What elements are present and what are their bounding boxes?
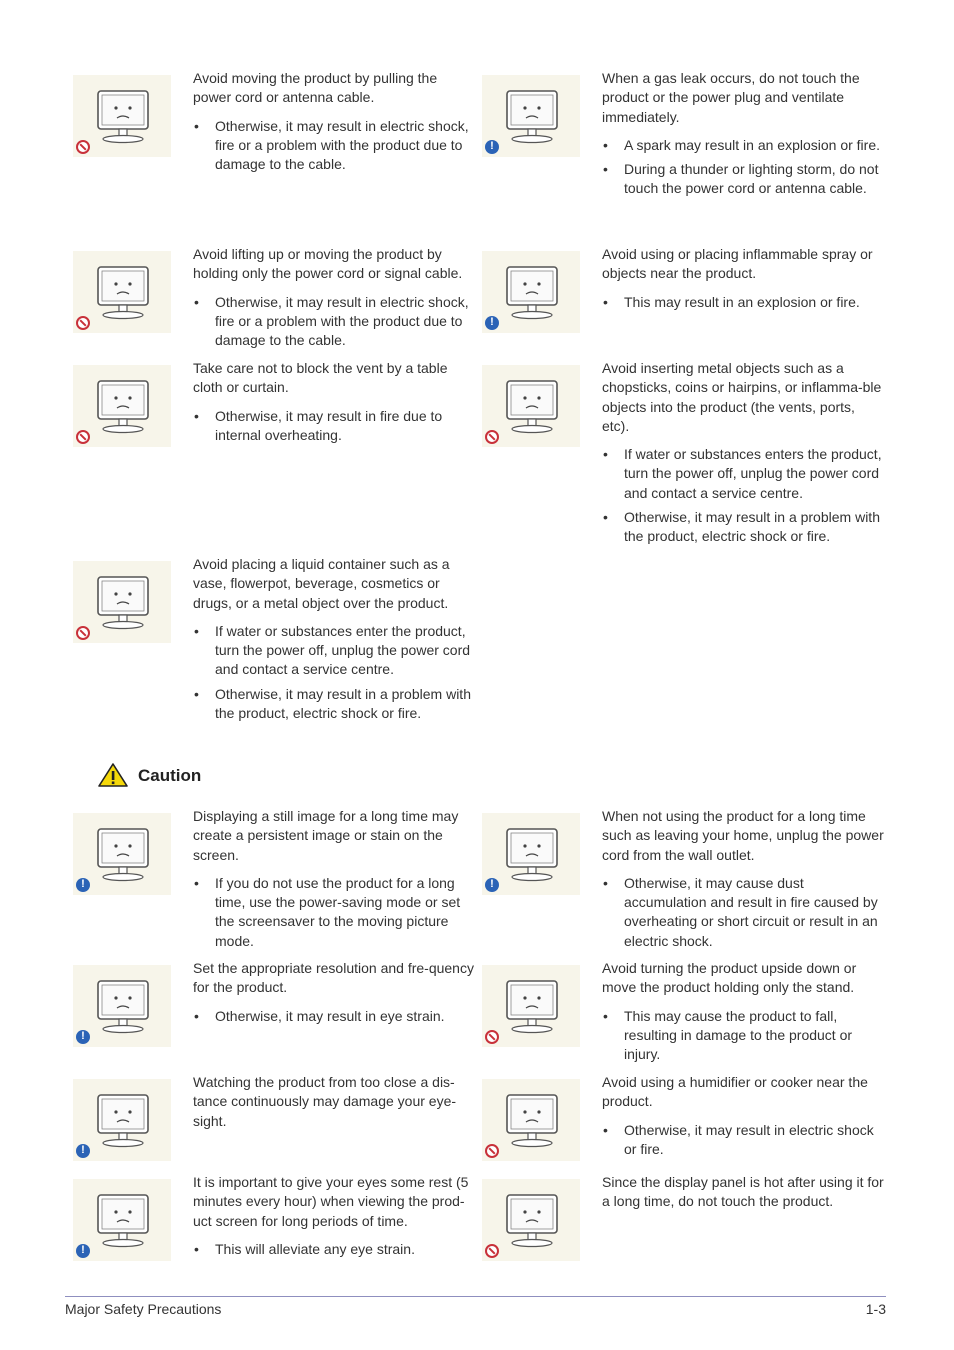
entry-bullet: • If you do not use the product for a long time, use the power-saving mode or set the screensaver to the moving picture mode. [193, 874, 475, 951]
entry-text: Avoid placing a liquid container such as a vase, flowerpot, beverage, cosmetics or drugs, or a metal object over the product. [193, 556, 450, 611]
entry-text: Avoid using a humidifier or cooker near the product. [602, 1074, 868, 1110]
monitor-illustration [73, 251, 171, 333]
monitor-illustration [73, 813, 171, 895]
monitor-illustration [73, 1179, 171, 1261]
entry-text: Take care not to block the vent by a table cloth or curtain. [193, 360, 448, 396]
entry-bullet: • If water or substances enter the product, turn the power off, unplug the power cord and contact a service centre. [193, 622, 475, 680]
prohibited-icon [485, 1244, 499, 1258]
entry-bullet: • Otherwise, it may result in fire due to internal overheating. [193, 407, 475, 446]
entry-text: Avoid moving the product by pulling the power cord or antenna cable. [193, 70, 438, 106]
monitor-illustration [482, 251, 580, 333]
prohibited-icon [76, 430, 90, 444]
prohibited-icon [76, 140, 90, 154]
mandatory-icon [76, 1244, 90, 1258]
mandatory-icon [485, 140, 499, 154]
caution-triangle-icon [97, 762, 129, 788]
entry-text: It is important to give your eyes some rest (5 minutes every hour) when viewing the prod-uct screen for long periods of time. [193, 1174, 469, 1229]
mandatory-icon [485, 878, 499, 892]
entry-text: When not using the product for a long time such as leaving your home, unplug the power cord from the wall outlet. [602, 808, 884, 863]
prohibited-icon [485, 1144, 499, 1158]
monitor-illustration [73, 1079, 171, 1161]
entry-bullet: • Otherwise, it may result in electric shock or fire. [602, 1121, 884, 1160]
entry-bullet: • A spark may result in an explosion or fire. [602, 136, 884, 155]
entry-text: Watching the product from too close a dis-tance continuously may damage your eye-sight. [193, 1074, 457, 1129]
entry-bullet: • During a thunder or lighting storm, do not touch the power cord or antenna cable. [602, 160, 884, 199]
prohibited-icon [485, 1030, 499, 1044]
entry-bullet: • Otherwise, it may result in electric shock, fire or a problem with the product due to damage to the cable. [193, 117, 475, 175]
entry-bullet: • Otherwise, it may result in electric shock, fire or a problem with the product due to damage to the cable. [193, 293, 475, 351]
monitor-illustration [482, 365, 580, 447]
footer-page-number: 1-3 [865, 1301, 886, 1317]
prohibited-icon [76, 626, 90, 640]
entry-text: Displaying a still image for a long time may create a persistent image or stain on the screen. [193, 808, 459, 863]
footer-divider [65, 1296, 886, 1297]
prohibited-icon [485, 430, 499, 444]
footer-section-title: Major Safety Precautions [65, 1301, 222, 1317]
monitor-illustration [73, 75, 171, 157]
entry-text: Avoid using or placing inflammable spray or objects near the product. [602, 246, 873, 282]
entry-text: Since the display panel is hot after using it for a long time, do not touch the product. [602, 1174, 884, 1210]
mandatory-icon [485, 316, 499, 330]
entry-bullet: • Otherwise, it may result in a problem with the product, electric shock or fire. [193, 685, 475, 724]
monitor-illustration [482, 965, 580, 1047]
entry-text: Set the appropriate resolution and fre-quency for the product. [193, 960, 474, 996]
caution-title: Caution [138, 766, 202, 785]
mandatory-icon [76, 878, 90, 892]
monitor-illustration [482, 813, 580, 895]
entry-bullet: • Otherwise, it may result in a problem with the product, electric shock or fire. [602, 508, 884, 547]
mandatory-icon [76, 1030, 90, 1044]
entry-bullet: • This may cause the product to fall, resulting in damage to the product or injury. [602, 1007, 884, 1065]
monitor-illustration [73, 965, 171, 1047]
entry-bullet: • Otherwise, it may result in eye strain. [193, 1007, 475, 1026]
entry-text: Avoid turning the product upside down or move the product holding only the stand. [602, 960, 857, 996]
monitor-illustration [482, 1079, 580, 1161]
prohibited-icon [76, 316, 90, 330]
monitor-illustration [73, 365, 171, 447]
entry-bullet: • Otherwise, it may cause dust accumulation and result in fire caused by overheating or short circuit or result in an electric shock. [602, 874, 884, 951]
entry-bullet: • This will alleviate any eye strain. [193, 1240, 475, 1259]
monitor-illustration [482, 75, 580, 157]
mandatory-icon [76, 1144, 90, 1158]
entry-text: Avoid inserting metal objects such as a chopsticks, coins or hairpins, or inflamma-ble objects into the product (the vents, ports, etc). [602, 360, 882, 434]
monitor-illustration [482, 1179, 580, 1261]
entry-text: Avoid lifting up or moving the product by holding only the power cord or signal cable. [193, 246, 463, 282]
entry-bullet: • This may result in an explosion or fire. [602, 293, 884, 312]
entry-bullet: • If water or substances enters the product, turn the power off, unplug the power cord and contact a service centre. [602, 445, 884, 503]
entry-text: When a gas leak occurs, do not touch the product or the power plug and ventilate immediately. [602, 70, 860, 125]
monitor-illustration [73, 561, 171, 643]
